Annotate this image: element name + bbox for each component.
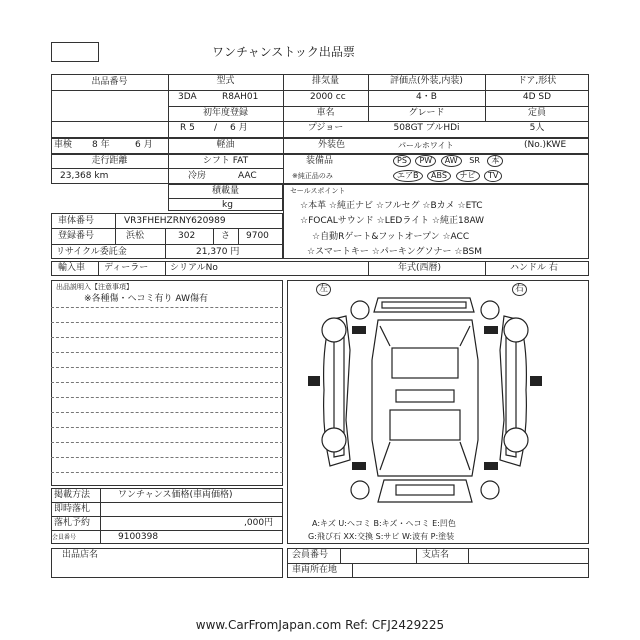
model-label: 型式: [216, 76, 235, 86]
grade-score-value: 4・B: [416, 92, 437, 102]
stamp-box: [51, 42, 99, 62]
shift-label: シフト FAT: [202, 156, 249, 166]
document-title: ワンチャンストック出品票: [212, 45, 355, 59]
footer-watermark: www.CarFromJapan.com Ref: CFJ2429225: [195, 618, 445, 632]
listing-member-label: 会員番号: [52, 534, 77, 541]
first-registration-month: 6 月: [230, 123, 248, 133]
inspection-month: 6 月: [135, 140, 153, 150]
notes-line-1: ※各種傷・ヘコミ有り AW傷有: [84, 294, 208, 304]
recycle-label: リサイクル委託金: [56, 247, 127, 257]
door-shape-label: ドア,形状: [517, 76, 557, 86]
first-registration-slash: /: [214, 123, 218, 133]
year-label: 年式(西暦): [398, 263, 442, 273]
recycle-value: 21,370 円: [196, 247, 240, 257]
grade-score-label: 評価点(外装,内装): [390, 76, 463, 86]
equipment-note: ※純正品のみ: [292, 172, 333, 180]
listing-method-value: ワンチャンス価格(車両価格): [118, 490, 233, 500]
notes-box: [51, 280, 283, 486]
grade-label: グレード: [408, 108, 445, 118]
model-value-2: R8AH01: [222, 92, 259, 102]
capacity-value: 5人: [529, 123, 545, 133]
registration-class: 302: [178, 231, 196, 241]
exterior-color-label: 外装色: [318, 140, 346, 150]
equipment-items-row1: [392, 155, 504, 167]
equip-navi: ナビ: [456, 170, 480, 182]
sales-point-line-4: ☆スマートキー ☆パーキングソナー ☆BSM: [307, 247, 482, 257]
equip-aw: AW: [441, 155, 462, 167]
sales-point-line-3: ☆自動Rゲート&フットオープン ☆ACC: [312, 232, 470, 242]
load-label: 積載量: [211, 186, 239, 196]
equip-sr: SR: [469, 156, 480, 165]
registration-kana: さ: [221, 231, 231, 241]
vehicle-location-label: 車両所在地: [292, 565, 338, 575]
member-number-label: 会員番号: [292, 550, 329, 560]
car-name-label: 車名: [316, 108, 335, 118]
registration-label: 登録番号: [58, 231, 95, 241]
registration-area: 浜松: [126, 231, 145, 241]
lot-number-label: 出品番号: [91, 77, 128, 87]
notes-label: 出品説明入【注意事項】: [56, 283, 133, 291]
handle-label: ハンドル 右: [510, 263, 558, 273]
equipment-label: 装備品: [306, 156, 334, 166]
reserve-bid-value: ,000円: [244, 518, 274, 528]
fuel-value: 軽油: [216, 140, 235, 150]
sales-points-label: セールスポイント: [290, 187, 346, 195]
first-registration-year: R 5: [180, 123, 195, 133]
load-unit: kg: [222, 200, 233, 210]
cooler-label: 冷房: [188, 171, 207, 181]
branch-name-label: 支店名: [422, 550, 450, 560]
mileage-value: 23,368 km: [60, 171, 109, 181]
sales-point-line-1: ☆本革 ☆純正ナビ ☆フルセグ ☆Bカメ ☆ETC: [300, 201, 483, 211]
capacity-label: 定員: [527, 108, 546, 118]
grade-value: 508GT ブルHDi: [393, 123, 460, 133]
inspection-label: 車検: [54, 140, 73, 150]
displacement-label: 排気量: [311, 76, 339, 86]
damage-legend-2: G:飛び石 XX:交換 S:サビ W:波有 P:塗装: [308, 532, 455, 541]
reserve-bid-label: 落札予約: [54, 518, 91, 528]
import-dealer: ディーラー: [104, 263, 149, 273]
car-name-value: プジョー: [307, 123, 344, 133]
vin-value: VR3FHEHZRNY620989: [124, 216, 226, 226]
listing-member-value: 9100398: [118, 532, 159, 542]
vin-label: 車体番号: [58, 216, 95, 226]
cooler-value: AAC: [238, 171, 257, 181]
import-label: 輸入車: [58, 263, 86, 273]
instant-bid-label: 即時落札: [54, 504, 91, 514]
diagram-right-label: 右: [512, 283, 527, 296]
equip-ps: PS: [393, 155, 411, 167]
first-registration-label: 初年度登録: [202, 108, 248, 118]
exterior-color-value: パールホワイト: [398, 141, 454, 150]
diagram-left-label: 左: [316, 283, 331, 296]
color-code: (No.)KWE: [524, 140, 567, 150]
car-damage-diagram: [300, 290, 550, 512]
door-shape-value: 4D SD: [522, 92, 552, 102]
equip-airbag: エアB: [393, 170, 423, 182]
equip-abs: ABS: [427, 170, 451, 182]
mileage-label: 走行距離: [91, 156, 128, 166]
registration-number: 9700: [246, 231, 269, 241]
listing-method-label: 掲載方法: [54, 490, 91, 500]
equip-tv: TV: [484, 170, 502, 182]
damage-legend-1: A:キズ U:ヘコミ B:キズ・ヘコミ E:凹色: [312, 519, 456, 528]
equipment-items-row2: [392, 170, 503, 182]
model-value-1: 3DA: [178, 92, 197, 102]
equip-leather: 本: [487, 155, 503, 167]
equip-pw: PW: [415, 155, 436, 167]
serial-label: シリアルNo: [170, 263, 218, 273]
displacement-value: 2000 cc: [310, 92, 346, 102]
inspection-year: 8 年: [92, 140, 110, 150]
store-name-label: 出品店名: [62, 550, 99, 560]
sales-point-line-2: ☆FOCALサウンド ☆LEDライト ☆純正18AW: [300, 216, 485, 226]
